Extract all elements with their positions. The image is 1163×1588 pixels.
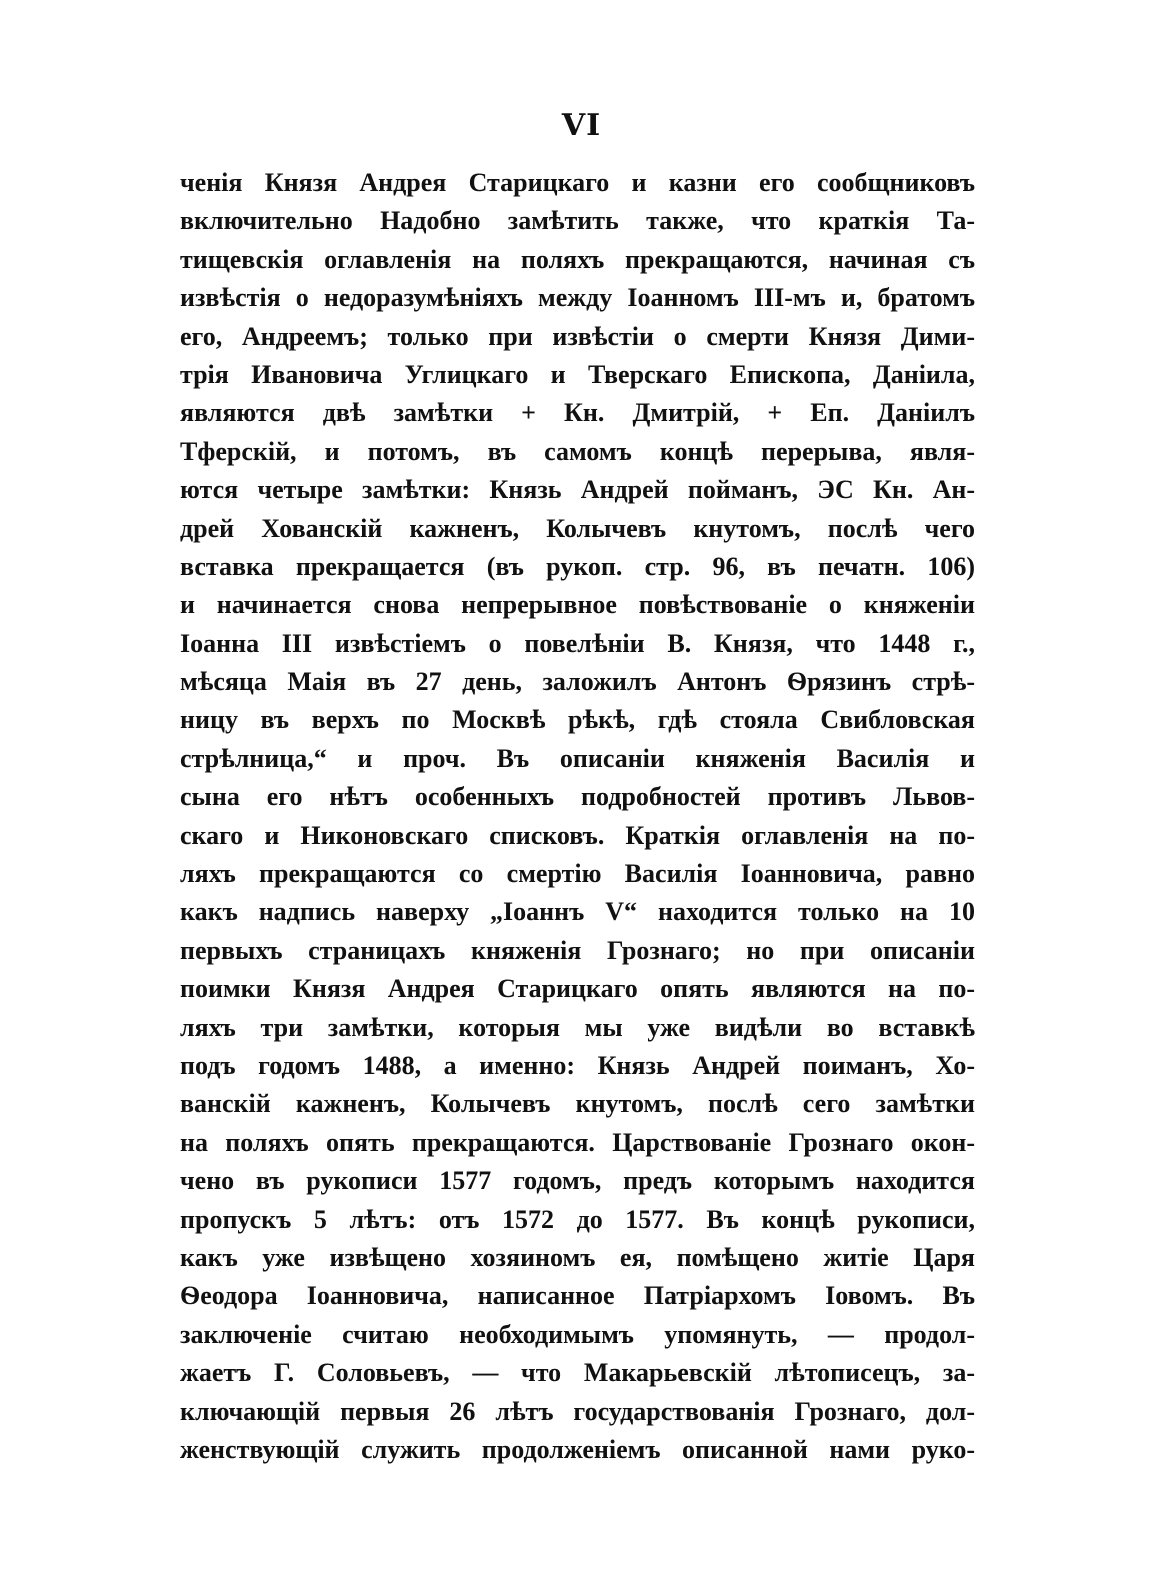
text-line: и начинается снова непрерывное повѣствованіе о княженіи [180,590,975,620]
text-line: ляхъ три замѣтки, которыя мы уже видѣли во вставкѣ [180,1012,975,1042]
text-line: подъ годомъ 1488, а именно: Князь Андрей поиманъ, Хо- [180,1050,975,1080]
text-line: чено въ рукописи 1577 годомъ, предъ которымъ находится [180,1166,975,1196]
text-line: ключающій первыя 26 лѣтъ государствованія Грознаго, дол- [180,1396,975,1426]
text-line: ницу въ верхъ по Москвѣ рѣкѣ, гдѣ стояла Свибловская [180,705,975,735]
text-line: мѣсяца Маія въ 27 день, заложилъ Антонъ Ѳрязинъ стрѣ- [180,667,975,697]
text-line: сына его нѣтъ особенныхъ подробностей противъ Львов- [180,782,975,812]
text-line: Ѳеодора Іоанновича, написанное Патріархомъ Іовомъ. Въ [180,1281,975,1311]
text-line: какъ уже извѣщено хозяиномъ ея, помѣщено житіе Царя [180,1242,975,1272]
text-line: вставка прекращается (въ рукоп. стр. 96, въ печатн. 106) [180,551,975,581]
body-text [180,164,975,1469]
text-line: заключеніе считаю необходимымъ упомянуть, — продол- [180,1319,975,1349]
text-line: включительно Надобно замѣтить также, что краткія Та- [180,206,975,236]
text-line: ются четыре замѣтки: Князь Андрей пойманъ, ЭС Кн. Ан- [180,475,975,505]
text-line: извѣстія о недоразумѣніяхъ между Іоанномъ III-мъ и, братомъ [180,283,975,313]
text-line: скаго и Никоновскаго списковъ. Краткія оглавленія на по- [180,820,975,850]
text-line: ванскій кажненъ, Колычевъ кнутомъ, послѣ сего замѣтки [180,1089,975,1119]
text-line: тищевскія оглавленія на поляхъ прекращаются, начиная съ [180,244,975,274]
text-line: трія Ивановича Углицкаго и Тверскаго Епископа, Даніила, [180,359,975,389]
text-line: пропускъ 5 лѣтъ: отъ 1572 до 1577. Въ концѣ рукописи, [180,1204,975,1234]
text-line: являются двѣ замѣтки + Кн. Дмитрій, + Еп. Даніилъ [180,398,975,428]
text-line: первыхъ страницахъ княженія Грознаго; но при описаніи [180,935,975,965]
text-line: стрѣлница,“ и проч. Въ описаніи княженія Василія и [180,743,975,773]
text-line: Іоанна III извѣстіемъ о повелѣніи В. Князя, что 1448 г., [180,628,975,658]
text-line: поимки Князя Андрея Старицкаго опять являются на по- [180,974,975,1004]
text-line: дрей Хованскій кажненъ, Колычевъ кнутомъ, послѣ чего [180,513,975,543]
text-line: жаетъ Г. Соловьевъ, — что Макарьевскій лѣтописецъ, за- [180,1358,975,1388]
text-line: на поляхъ опять прекращаются. Царствованіе Грознаго окон- [180,1127,975,1157]
text-line: Тферскій, и потомъ, въ самомъ концѣ перерыва, явля- [180,436,975,466]
text-line: ченія Князя Андрея Старицкаго и казни его сообщниковъ [180,168,975,197]
text-line: женствующій служить продолженіемъ описанной нами руко- [180,1434,975,1464]
text-line: ляхъ прекращаются со смертію Василія Іоанновича, равно [180,859,975,889]
page-number: VI [561,108,602,143]
text-line: какъ надпись наверху „Іоаннъ V“ находится только на 10 [180,897,975,927]
text-line: его, Андреемъ; только при извѣстіи о смерти Князя Дими- [180,321,975,351]
